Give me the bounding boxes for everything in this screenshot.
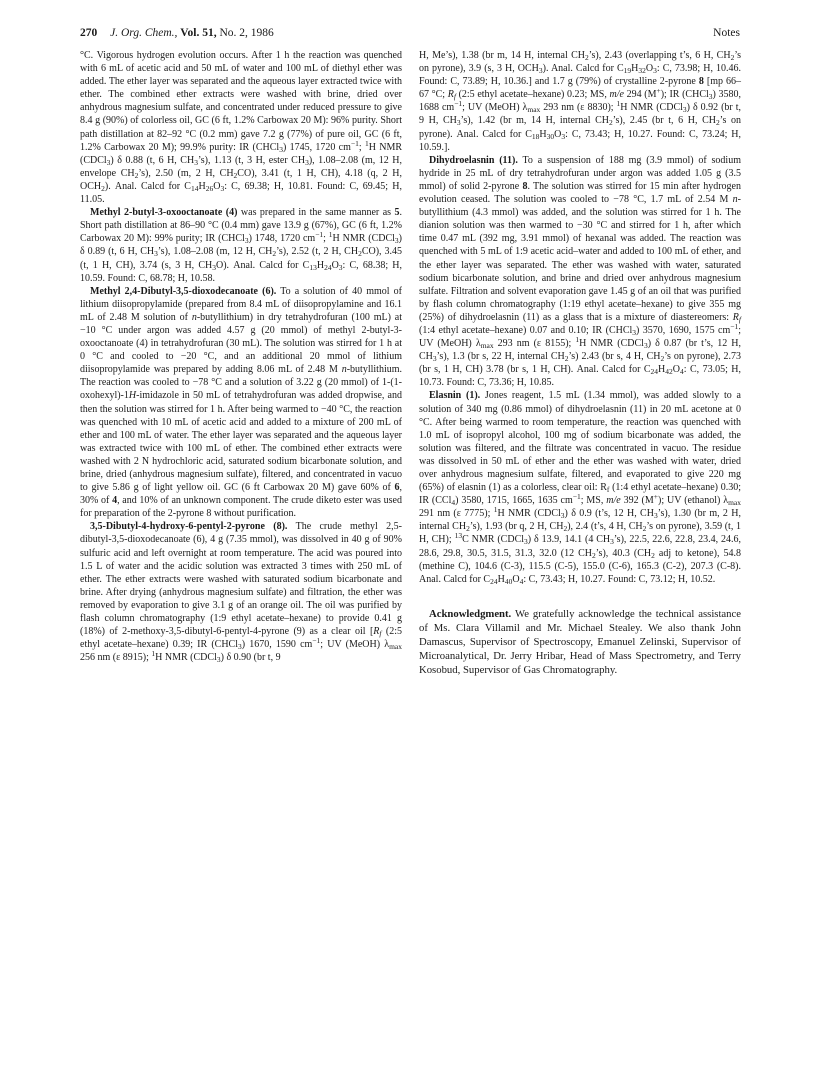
- journal-issue-year: No. 2, 1986: [219, 27, 274, 39]
- section-title: Notes: [713, 27, 740, 39]
- journal-volume: Vol. 51,: [180, 27, 217, 39]
- paragraph-continued: °C. Vigorous hydrogen evolution occurs. After 1 h the reaction was quenched with 6 mL of acetic acid and 50 mL of water and 100 mL of diethyl ether was added. The ether layer was separated and the aqueous layer extracted twice with ether. The combined ether extracts were washed with brine, dried over anhydrous magnesium sulfate, and concentrated under reduced pressure to give 8.4 g (90%) of colorless oil, GC (6 ft, 1.2% Carbowax 20 M): 96% purity. Short path distillation at 82–92 °C (0.2 mm) gave 7.2 g (77%) of pure oil, GC (6 ft, 1.2% Carbowax 20 M); 99.9% purity: IR (CHCl$_3$) 1745, 1720 $cm^{-1}$; $^1$H NMR (CDCl$_3$) δ 0.88 (t, 6 H, $CH_3’s$), 1.13 (t, 3 H, ester $CH_3$), 1.08–2.08 (m, 12 H, envelope $CH_2’s$), 2.50 (m, 2 H, $CH_2CO$), 3.41 (t, 1 H, CH), 4.18 (q, 2 H, $OCH_2$). Anal. Calcd for $C_{14}H_{26}O_3$: C, 69.38; H, 10.81. Found: C, 69.45; H, 11.05.: [80, 50, 403, 206]
- page-number: 270: [80, 27, 98, 39]
- acknowledgment-paragraph: Acknowledgment. We gratefully acknowledge the technical assistance of Ms. Clara Villamil and Mr. Michael Stealey. We also thank John Damascus, Supervisor of Spectroscopy, Emanuel Zelinski, Supervisor of Microanalytical, Dr. Jerry Hribar, Head of Mass Spectrometry, and Terry Kosobud, Supervisor of Gas Chromatography.: [419, 607, 741, 676]
- paragraph-dihydroelasnin: Dihydroelasnin (11). To a suspension of 188 mg (3.9 mmol) of sodium hydride in 25 mL of dry tetrahydrofuran under argon was added 1.05 g (3.5 mmol) of solid 2-pyrone 8. The solution was stirred for 15 min after hydrogen evolution ceased. The solution was cooled to −78 °C, 1.7 mL of 2.54 M n-butyllithium (4.3 mmol) was added, and the solution was stirred for 1 h. The dianion solution was then warmed to −30 °C and stirred for 1 h, after which time 0.47 mL (392 mg, 3.91 mmol) of hexanal was added. The reaction was quenched with 5 mL of 1:9 acetic acid–water and added to 100 mL of ether, and the ether layer was separated. The ether was washed with water, saturated sodium bicarbonate solution, and brine and dried over anhydrous magnesium sulfate. Filtration and solvent evaporation gave 1.45 g of an oil that was purified by flash column chromatography (1:19 ethyl acetate–hexane) to give 355 mg (25%) of dihydroelasnin (11) as a glass that is a mixture of diastereomers: $R_f$ (1:4 ethyl acetate–hexane) 0.07 and 0.10; IR (CHCl$_3$) 3570, 1690, 1575 $cm^{-1}$; UV (MeOH) $\lambda_{max}$ 293 nm (ε 8155); $^1$H NMR (CDCl$_3$) δ 0.87 (br t’s, 12 H, $CH_3’s$), 1.3 (br s, 22 H, internal $CH_2’s$) 2.43 (br s, 4 H, $CH_2’s$ on pyrone), 2.73 (br s, 1 H, CH) 3.78 (br s, 1 H, CH). Anal. Calcd for $C_{24}H_{42}O_4$: C, 73.05; H, 10.73. Found: C, 73.36; H, 10.85.: [419, 154, 741, 389]
- paragraph-elasnin: Elasnin (1). Jones reagent, 1.5 mL (1.34 mmol), was added slowly to a solution of 340 mg (0.86 mmol) of dihydroelasnin (11) in 20 mL acetone at 0 °C. After being warmed to room temperature, the reaction was quenched with 1.0 mL of isopropyl alcohol, 100 mg of sodium bicarbonate was added, the solution was filtered, and the filtrate was concentrated in vacuo. The residue was dissolved in 50 mL of ether and the ether was washed with water, dried over anhydrous magnesium sulfate, filtered, and evaporated to give 220 mg (65%) of elasnin (1) as a colorless, clear oil: $R_f$ (1:4 ethyl acetate–hexane) 0.30; IR (CCl$_4$) 3580, 1715, 1665, 1635 $cm^{-1}$; MS, m/e 392 (M+); UV (ethanol) $\lambda_{max}$ 291 nm (ε 7775); $^1$H NMR (CDCl$_3$) δ 0.9 (t’s, 12 H, $CH_3’s$), 1.30 (br m, 2 H, internal $CH_2’s$), 1.93 (br q, 2 H, $CH_2$), 2.4 (t’s, 4 H, $CH_2’s$ on pyrone), 3.59 (t, 1 H, CH); $^{13}$C NMR (CDCl$_3$) δ 13.9, 14.1 (4 $CH_3’s$), 22.5, 22.6, 22.8, 23.4, 24.6, 28.6, 29.8, 30.5, 31.5, 31.3, 32.0 (12 $CH_2’s$), 40.3 ($CH_2$ adj to ketone), 54.8 (methine C), 104.6 (C-3), 115.5 (C-5), 155.0 (C-6), 165.3 (C-2), 207.3 (C-8). Anal. Calcd for $C_{24}H_{40}O_4$: C, 73.43; H, 10.27. Found: C, 73.12; H, 10.52.: [419, 390, 742, 586]
- running-header: [80, 27, 740, 43]
- right-column: [419, 49, 741, 677]
- paragraph-methyl-2-butyl-3-oxooctanoate: Methyl 2-butyl-3-oxooctanoate (4) was prepared in the same manner as 5. Short path distillation at 86–90 °C (0.4 mm) gave 13.9 g (67%), GC (6 ft, 1.2% Carbowax 20 M): 99% purity; IR (CHCl$_3$) 1748, 1720 $cm^{-1}$; $^1$H NMR (CDCl$_3$) δ 0.89 (t, 6 H, $CH_3’s$), 1.08–2.08 (m, 12 H, $CH_2’s$), 2.52 (t, 2 H, $CH_2CO$), 3.45 (t, 1 H, CH), 3.74 (s, 3 H, $CH_3O$). Anal. Calcd for $C_{13}H_{24}O_3$: C, 68.38; H, 10.59. Found: C, 68.78; H, 10.58.: [80, 207, 403, 284]
- journal-name: J. Org. Chem.,: [110, 27, 178, 39]
- paragraph-dibutyl-hydroxy-pentyl-pyrone: 3,5-Dibutyl-4-hydroxy-6-pentyl-2-pyrone (8). The crude methyl 2,5-dibutyl-3,5-dioxodecanoate (6), 4 g (7.35 mmol), was dissolved in 40 g of 90% sulfuric acid and left overnight at room temperature. The acid was poured into 1.5 L of water and the acidic solution was extracted 3 times with 250 mL of ether. The ether extracts were washed with saturated sodium bicarbonate and brine. After drying (anhydrous magnesium sulfate) and filtration, the ether was removed by evaporation to give 3.1 g of an orange oil. The oil was purified by flash column chromatography (1:9 ethyl acetate–hexane) to provide 0.41 g (18%) of 2-methoxy-3,5-dibutyl-6-pentyl-4-pyrone (9) as a clear oil [$R_f$ (2:5 ethyl acetate–hexane) 0.39; IR (CHCl$_3$) 1670, 1590 $cm^{-1}$; UV (MeOH) $\lambda_{max}$ 256 nm (ε 8915); $^1$H NMR (CDCl$_3$) δ 0.90 (br t, 9: [80, 521, 403, 665]
- left-column: [80, 49, 402, 664]
- header-citation: [80, 27, 274, 39]
- paragraph-methyl-dibutyl-dioxodecanoate: Methyl 2,4-Dibutyl-3,5-dioxodecanoate (6). To a solution of 40 mmol of lithium diisopropylamide (prepared from 8.4 mL of diisopropylamine and 16.1 mL of 2.48 M solution of n-butyllithium) in dry tetrahydrofuran (100 mL) at −10 °C under argon was added 4.57 g (20 mmol) of methyl 2-butyl-3-oxooctanoate (4) in tetrahydrofuran (30 mL). The solution was stirred for 1 h at 0 °C and cooled to −20 °C, and an additional 20 mmol of lithium diisopropylamide was prepared by adding 8.06 mL of 2.48 M n-butyllithium. The reaction was cooled to −78 °C and a solution of 3.22 g (20 mmol) of 1-(1-oxohexyl)-1H-imidazole in 50 mL of tetrahydrofuran was added dropwise, and then the solution was stirred for 1 h. After being warmed to −40 °C, the reaction was quenched with 10 mL of acetic acid and added to a mixture of 200 mL of ether and 100 mL of water. The ether layer was separated and the aqueous layer was extracted twice with 100 mL of ether. The combined ether extracts were washed with 2 N hydrochloric acid, saturated sodium bicarbonate solution, and brine, dried (anhydrous magnesium sulfate), filtered, and concentrated in vacuo to give 5.86 g of light yellow oil. GC (6 ft Carbowax 20 M) gave 60% of 6, 30% of 4, and 10% of an unknown component. The crude diketo ester was used for preparation of the 2-pyrone 8 without purification.: [80, 285, 402, 520]
- paragraph-continued-right: H, Me’s), 1.38 (br m, 14 H, internal $CH_2’s$), 2.43 (overlapping t’s, 6 H, $CH_2’s$ on pyrone), 3.9 (s, 3 H, $OCH_3$). Anal. Calcd for $C_{19}H_{32}O_3$: C, 73.98; H, 10.46. Found: C, 73.89; H, 10.36.] and 1.7 g (79%) of crystalline 2-pyrone 8 [mp 66–67 °C; $R_f$ (2:5 ethyl acetate–hexane) 0.23; MS, m/e 294 (M+); IR (CHCl$_3$) 3580, 1688 $cm^{-1}$; UV (MeOH) $\lambda_{max}$ 293 nm (ε 8830); $^1$H NMR (CDCl$_3$) δ 0.92 (br t, 9 H, $CH_3’s$), 1.42 (br m, 14 H, internal $CH_2’s$), 2.45 (br t, 6 H, $CH_2’s$ on pyrone). Anal. Calcd for $C_{18}H_{30}O_3$: C, 73.43; H, 10.27. Found: C, 73.24; H, 10.59.].: [419, 50, 742, 153]
